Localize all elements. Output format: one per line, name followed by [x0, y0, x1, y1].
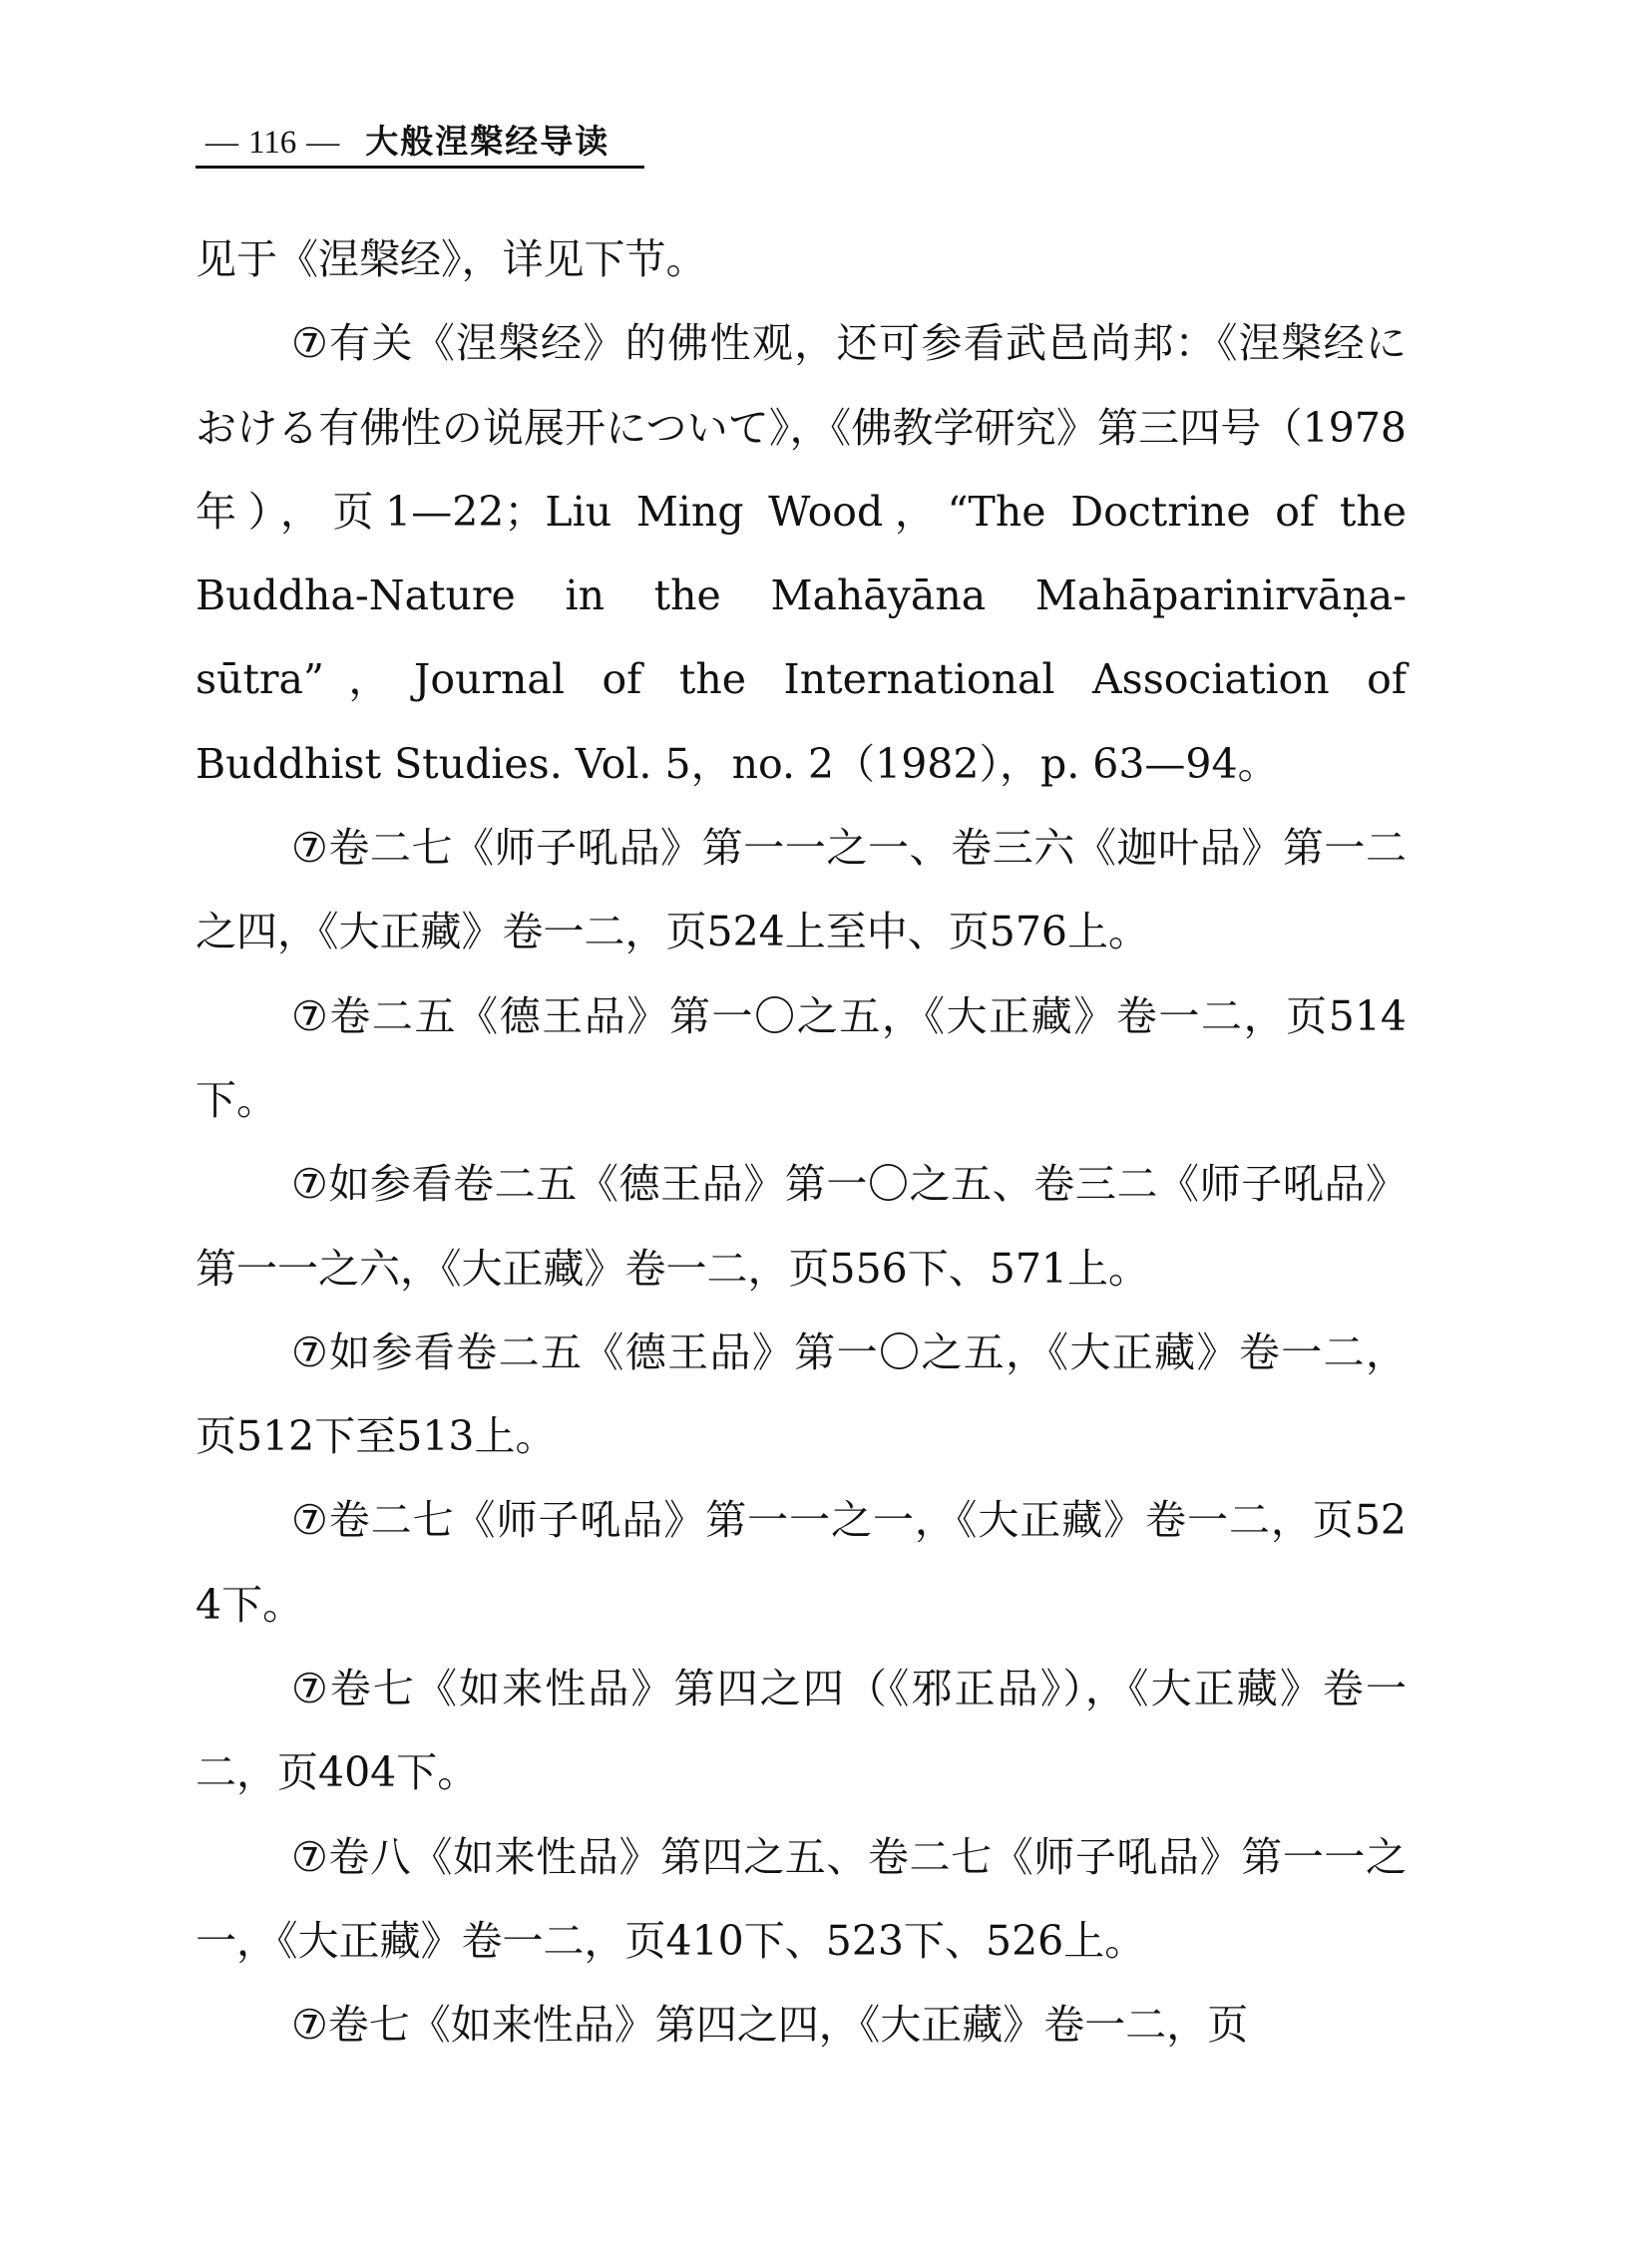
note-marker: ⑦ [291, 991, 330, 1040]
note-marker: ⑦ [291, 1665, 330, 1713]
note-text: 卷二七《师子吼品》第一一之一、卷三六《迦叶品》第一二之四，《大正藏》卷一二，页524上至中、页576上。 [196, 824, 1407, 956]
notes-body [196, 217, 1407, 2068]
note-text: 卷二五《德王品》第一〇之五，《大正藏》卷一二，页514下。 [196, 991, 1407, 1124]
header-dash-left: — [205, 125, 238, 161]
book-title: 大般涅槃经导读 [365, 122, 610, 161]
note-marker: ⑦ [291, 1160, 329, 1209]
header-dash-right: — [306, 125, 340, 161]
note-73 [196, 974, 1407, 1143]
note-text: 卷七《如来性品》第四之四，《大正藏》卷一二，页 [327, 2001, 1249, 2050]
note-77 [196, 1647, 1407, 1815]
note-72 [196, 806, 1407, 974]
note-74 [196, 1142, 1407, 1311]
note-text: 如参看卷二五《德王品》第一〇之五、卷三二《师子吼品》第一一之六，《大正藏》卷一二，页556下、571上。 [196, 1160, 1407, 1293]
note-71 [196, 301, 1407, 806]
note-text: 卷七《如来性品》第四之四（《邪正品》），《大正藏》卷一二，页404下。 [196, 1665, 1407, 1797]
note-marker: ⑦ [291, 319, 330, 368]
running-header [196, 118, 644, 169]
note-text: 卷二七《师子吼品》第一一之一，《大正藏》卷一二，页524下。 [196, 1496, 1407, 1629]
note-text: 如参看卷二五《德王品》第一〇之五，《大正藏》卷一二，页512下至513上。 [196, 1327, 1407, 1461]
note-marker: ⑦ [291, 824, 329, 873]
note-78 [196, 1815, 1407, 1984]
note-marker: ⑦ [291, 1496, 329, 1545]
note-text: 见于《涅槃经》，详见下节。 [196, 235, 707, 283]
note-text: 有关《涅槃经》的佛性观，还可参看武邑尚邦：《涅槃经における有佛性の说展开について》，《佛教学研究》第三四号（1978年），页1—22；Liu Ming Wood，“The Doctrine of the Buddha-Nature in the Mahāyāna Mahāparinirvāṇa-sūtra”，Journal of the International Association of Buddhist Studies. Vol. 5，no. 2（1982），p. 63—94。 [196, 319, 1407, 788]
note-76 [196, 1478, 1407, 1647]
note-75 [196, 1311, 1407, 1479]
note-79 [196, 1983, 1407, 2067]
note-marker: ⑦ [291, 2001, 328, 2050]
note-continuation [196, 217, 1407, 301]
note-text: 卷八《如来性品》第四之五、卷二七《师子吼品》第一一之一，《大正藏》卷一二，页410下、523下、526上。 [196, 1832, 1407, 1965]
note-marker: ⑦ [291, 1327, 330, 1376]
page-number: 116 [248, 125, 297, 161]
note-marker: ⑦ [291, 1832, 329, 1881]
